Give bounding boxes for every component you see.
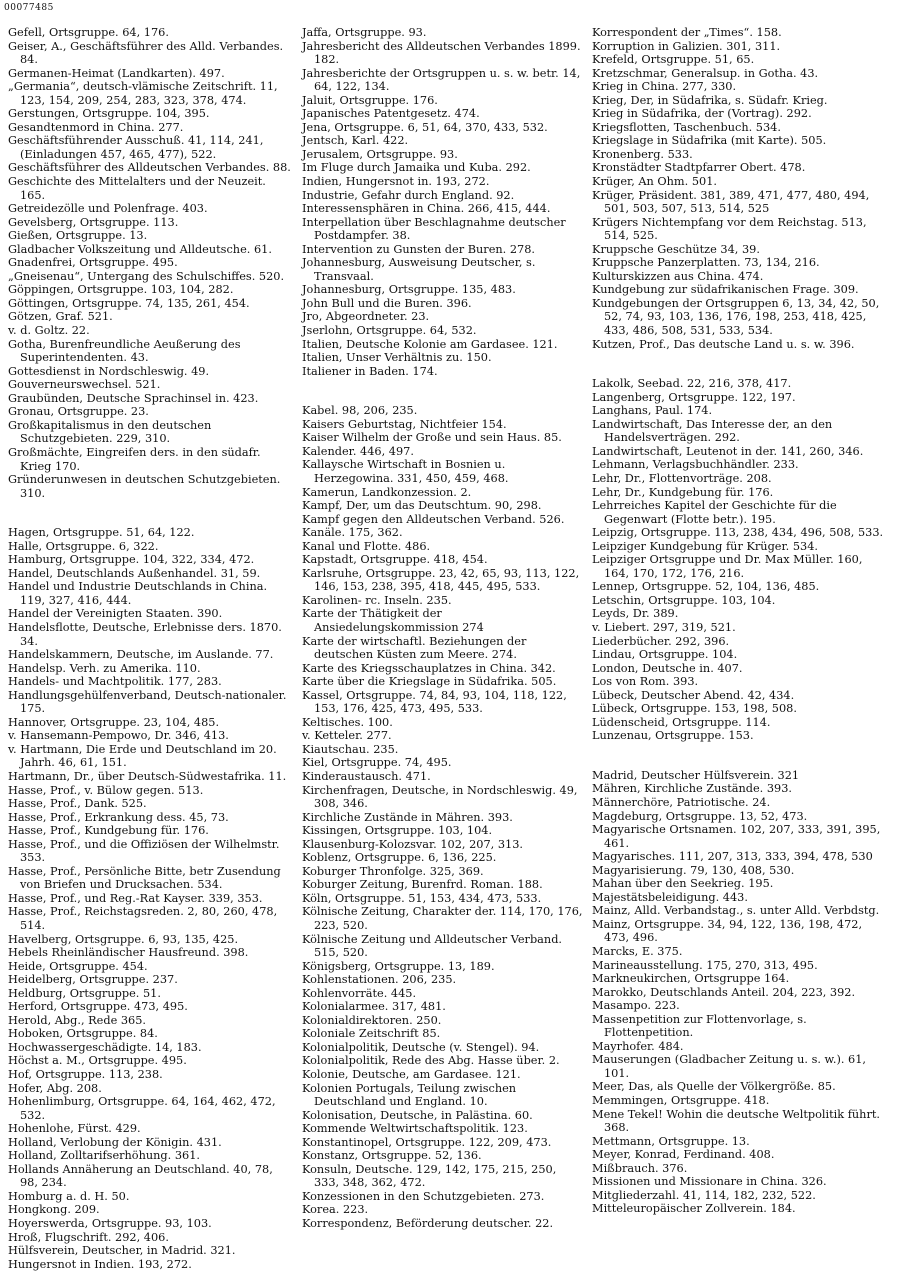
index-entry: „Germania“, deutsch-vlämische Zeitschrift. 11, 123, 154, 209, 254, 283, 323, 378, 474. <box>8 80 278 107</box>
index-entry: Halle, Ortsgruppe. 6, 322. <box>8 539 159 553</box>
index-entry: Handels- und Machtpolitik. 177, 283. <box>8 675 222 689</box>
index-entry: Götzen, Graf. 521. <box>8 310 113 324</box>
index-entry: Hroß, Flugschrift. 292, 406. <box>8 1230 169 1244</box>
index-entry: Los von Rom. 393. <box>592 675 699 689</box>
index-entry: Korruption in Galizien. 301, 311. <box>592 39 781 53</box>
index-entry: Heide, Ortsgruppe. 454. <box>8 959 148 973</box>
index-entry: Masampo. 223. <box>592 999 680 1013</box>
index-entry: Hochwassergeschädigte. 14, 183. <box>8 1040 202 1054</box>
index-entry: Kruppsche Panzerplatten. 73, 134, 216. <box>592 256 820 270</box>
index-entry: Kulturskizzen aus China. 474. <box>592 269 764 283</box>
index-entry: Korrespondent der „Times“. 158. <box>592 26 782 39</box>
index-entry: Mainz, Alld. Verbandstag., s. unter Alld. Verbdstg. <box>592 904 880 918</box>
index-entry: Hasse, Prof., Dank. 525. <box>8 797 147 811</box>
index-entry: Hungersnot in Indien. 193, 272. <box>8 1257 192 1271</box>
index-entry: Industrie, Gefahr durch England. 92. <box>302 188 515 202</box>
index-entry: Mißbrauch. 376. <box>592 1161 688 1175</box>
index-column-2 <box>302 26 584 1231</box>
index-entry: Handelskammern, Deutsche, im Auslande. 77. <box>8 648 274 662</box>
index-entry: Kriegsflotten, Taschenbuch. 534. <box>592 120 781 134</box>
index-column-1 <box>8 26 292 1271</box>
index-entry: Kriegslage in Südafrika (mit Karte). 505. <box>592 134 827 148</box>
index-entry: Kutzen, Prof., Das deutsche Land u. s. w. 396. <box>592 337 855 351</box>
index-entry: Marineausstellung. 175, 270, 313, 495. <box>592 958 818 972</box>
index-entry: Krieg in Südafrika, der (Vortrag). 292. <box>592 107 812 121</box>
index-entry: Hasse, Prof., und die Offiziösen der Wilhelmstr. 353. <box>8 837 280 865</box>
index-entry: Geschichte des Mittelalters und der Neuzeit. 165. <box>8 175 266 202</box>
index-entry: Mettmann, Ortsgruppe. 13. <box>592 1134 750 1148</box>
index-entry: Göttingen, Ortsgruppe. 74, 135, 261, 454. <box>8 296 250 310</box>
index-entry: Lübeck, Deutscher Abend. 42, 434. <box>592 688 795 702</box>
index-entry: Mayrhofer. 484. <box>592 1039 684 1053</box>
index-entry: Havelberg, Ortsgruppe. 6, 93, 135, 425. <box>8 932 239 946</box>
index-entry: Leipziger Ortsgruppe und Dr. Max Müller. 160, 164, 170, 172, 176, 216. <box>592 553 863 580</box>
index-entry: Kirchenfragen, Deutsche, in Nordschleswig. 49, 308, 346. <box>302 783 578 811</box>
index-entry: Markneukirchen, Ortsgruppe 164. <box>592 972 790 986</box>
index-entry: Karlsruhe, Ortsgruppe. 23, 42, 65, 93, 113, 122, 146, 153, 238, 395, 418, 445, 495, 533. <box>302 566 580 594</box>
letter-section-gap <box>302 378 584 404</box>
index-entry: Krieg, Der, in Südafrika, s. Südafr. Krieg. <box>592 93 828 107</box>
index-entry: Kaisers Geburtstag, Nichtfeier 154. <box>302 417 507 431</box>
index-entry: Langhans, Paul. 174. <box>592 404 713 418</box>
index-entry: Massenpetition zur Flottenvorlage, s. Flottenpetition. <box>592 1012 807 1040</box>
index-entry: Majestätsbeleidigung. 443. <box>592 890 748 904</box>
index-entry: Koburger Zeitung, Burenfrd. Roman. 188. <box>302 878 543 892</box>
index-entry: Missionen und Missionare in China. 326. <box>592 1175 827 1189</box>
index-entry: Kohlenstationen. 206, 235. <box>302 973 457 987</box>
index-entry: Hagen, Ortsgruppe. 51, 64, 122. <box>8 526 195 540</box>
index-entry: Jahresbericht des Alldeutschen Verbandes 1899. 182. <box>302 39 581 67</box>
index-entry: Leipziger Kundgebung für Krüger. 534. <box>592 539 818 553</box>
index-entry: Kolonien Portugals, Teilung zwischen Deutschland und England. 10. <box>302 1081 517 1109</box>
index-entry: Konstanz, Ortsgruppe. 52, 136. <box>302 1149 482 1163</box>
index-entry: Kaiser Wilhelm der Große und sein Haus. 85. <box>302 431 562 445</box>
index-entry: Herford, Ortsgruppe. 473, 495. <box>8 1000 188 1014</box>
index-entry: Langenberg, Ortsgruppe. 122, 197. <box>592 390 796 404</box>
index-entry: Lüdenscheid, Ortsgruppe. 114. <box>592 715 771 729</box>
index-entry: Karte über die Kriegslage in Südafrika. 505. <box>302 675 557 689</box>
index-entry: Marcks, E. 375. <box>592 945 683 958</box>
index-entry: Handel der Vereinigten Staaten. 390. <box>8 607 223 621</box>
index-entry: Jaluit, Ortsgruppe. 176. <box>302 93 438 107</box>
index-entry: Hannover, Ortsgruppe. 23, 104, 485. <box>8 715 220 729</box>
index-entry: Krügers Nichtempfang vor dem Reichstag. 513, 514, 525. <box>592 215 867 243</box>
index-entry: Gnadenfrei, Ortsgruppe. 495. <box>8 256 178 270</box>
index-entry: Memmingen, Ortsgruppe. 418. <box>592 1094 770 1108</box>
index-entry: Mitteleuropäischer Zollverein. 184. <box>592 1202 796 1216</box>
index-entry: Koburger Thronfolge. 325, 369. <box>302 864 484 878</box>
index-entry: Lübeck, Ortsgruppe. 153, 198, 508. <box>592 702 797 716</box>
index-entry: Konstantinopel, Ortsgruppe. 122, 209, 473. <box>302 1135 552 1149</box>
letter-section-gap <box>8 500 292 526</box>
index-entry: Gründerunwesen in deutschen Schutzgebieten. 310. <box>8 473 281 500</box>
index-entry: Hoboken, Ortsgruppe. 84. <box>8 1027 158 1041</box>
index-entry: Geschäftsführer des Alldeutschen Verbandes. 88. <box>8 161 291 175</box>
index-entry: Kölnische Zeitung, Charakter der. 114, 170, 176, 223, 520. <box>302 905 583 932</box>
index-entry: Meyer, Konrad, Ferdinand. 408. <box>592 1148 775 1162</box>
index-entry: Kolonialpolitik, Deutsche (v. Stengel). 94. <box>302 1040 540 1054</box>
index-entry: Karte der wirtschaftl. Beziehungen der deutschen Küsten zum Meere. 274. <box>302 634 527 662</box>
index-entry: Magyarisches. 111, 207, 313, 333, 394, 478, 530 <box>592 850 873 864</box>
index-entry: Handel und Industrie Deutschlands in China. 119, 327, 416, 444. <box>8 580 268 607</box>
index-entry: Karte des Kriegsschauplatzes in China. 342. <box>302 661 556 675</box>
index-entry: Leipzig, Ortsgruppe. 113, 238, 434, 496, 508, 533. <box>592 526 884 540</box>
index-entry: Kommende Weltwirtschaftspolitik. 123. <box>302 1122 528 1136</box>
letter-section-gap <box>592 351 884 377</box>
index-entry: Kallaysche Wirtschaft in Bosnien u. Herzegowina. 331, 450, 459, 468. <box>302 458 509 485</box>
index-entry: Kinderaustausch. 471. <box>302 769 431 783</box>
index-entry: Lehr, Dr., Flottenvorträge. 208. <box>592 471 772 485</box>
index-entry: Karte der Thätigkeit der Ansiedelungskommission 274 <box>302 607 484 634</box>
index-entry: Jerusalem, Ortsgruppe. 93. <box>302 147 458 161</box>
index-entry: Kruppsche Geschütze 34, 39. <box>592 242 760 256</box>
index-entry: Mainz, Ortsgruppe. 34, 94, 122, 136, 198, 472, 473, 496. <box>592 917 863 945</box>
index-entry: Hohenlohe, Fürst. 429. <box>8 1122 141 1136</box>
index-entry: Hoyerswerda, Ortsgruppe. 93, 103. <box>8 1217 212 1231</box>
index-entry: Landwirtschaft, Das Interesse der, an den Handelsverträgen. 292. <box>592 417 833 445</box>
index-entry: Kapstadt, Ortsgruppe. 418, 454. <box>302 553 488 567</box>
index-entry: Kundgebung zur südafrikanischen Frage. 309. <box>592 283 859 297</box>
index-entry: Gevelsberg, Ortsgruppe. 113. <box>8 215 179 229</box>
index-entry: Kiel, Ortsgruppe. 74, 495. <box>302 756 452 770</box>
index-entry: Hollands Annäherung an Deutschland. 40, 78, 98, 234. <box>8 1162 273 1190</box>
index-entry: Krieg in China. 277, 330. <box>592 80 737 94</box>
index-entry: Magdeburg, Ortsgruppe. 13, 52, 473. <box>592 809 808 823</box>
index-entry: Jentsch, Karl. 422. <box>302 134 409 148</box>
index-entry: Hasse, Prof., Reichstagsreden. 2, 80, 260, 478, 514. <box>8 905 278 932</box>
index-entry: Heldburg, Ortsgruppe. 51. <box>8 986 161 1000</box>
index-entry: Mähren, Kirchliche Zustände. 393. <box>592 782 793 796</box>
index-entry: Lakolk, Seebad. 22, 216, 378, 417. <box>592 377 792 391</box>
index-entry: Kolonialpolitik, Rede des Abg. Hasse über. 2. <box>302 1054 560 1068</box>
index-entry: Kolonisation, Deutsche, in Palästina. 60. <box>302 1108 533 1122</box>
index-entry: Hasse, Prof., Erkrankung dess. 45, 73. <box>8 810 229 824</box>
index-entry: Karolinen- rc. Inseln. 235. <box>302 593 452 607</box>
index-entry: Marokko, Deutschlands Anteil. 204, 223, 392. <box>592 985 856 999</box>
index-entry: Koblenz, Ortsgruppe. 6, 136, 225. <box>302 851 497 865</box>
index-entry: Italiener in Baden. 174. <box>302 364 438 378</box>
index-entry: Höchst a. M., Ortsgruppe. 495. <box>8 1054 187 1068</box>
index-entry: Lindau, Ortsgruppe. 104. <box>592 648 738 662</box>
index-entry: Handlungsgehülfenverband, Deutsch-nationaler. 175. <box>8 688 287 716</box>
index-entry: Jro, Abgeordneter. 23. <box>302 310 430 324</box>
index-entry: Graubünden, Deutsche Sprachinsel in. 423. <box>8 391 259 405</box>
index-entry: Kamerun, Landkonzession. 2. <box>302 485 472 499</box>
index-entry: Kolonie, Deutsche, am Gardasee. 121. <box>302 1068 521 1082</box>
index-entry: Italien, Unser Verhältnis zu. 150. <box>302 351 492 365</box>
index-entry: Meer, Das, als Quelle der Völkergröße. 85. <box>592 1080 836 1094</box>
index-entry: Köln, Ortsgruppe. 51, 153, 434, 473, 533. <box>302 891 542 905</box>
index-entry: Kanal und Flotte. 486. <box>302 539 431 553</box>
index-entry: Herold, Abg., Rede 365. <box>8 1013 147 1027</box>
index-entry: Lehrreiches Kapitel der Geschichte für die Gegenwart (Flotte betr.). 195. <box>592 499 837 526</box>
index-entry: Großmächte, Eingreifen ders. in den südafr. Krieg 170. <box>8 445 261 473</box>
index-entry: Handelsp. Verh. zu Amerika. 110. <box>8 661 201 675</box>
index-entry: Kundgebungen der Ortsgruppen 6, 13, 34, 42, 50, 52, 74, 93, 103, 136, 176, 198, 253, 418, 425, 433, 486, 508, 531, 533, 534. <box>592 296 880 338</box>
index-entry: Geiser, A., Geschäftsführer des Alld. Verbandes. 84. <box>8 39 284 67</box>
index-entry: Hülfsverein, Deutscher, in Madrid. 321. <box>8 1244 236 1258</box>
index-entry: Letschin, Ortsgruppe. 103, 104. <box>592 593 776 607</box>
index-entry: v. Ketteler. 277. <box>302 729 392 743</box>
index-entry: Johannesburg, Ortsgruppe. 135, 483. <box>302 283 516 297</box>
index-entry: Hebels Rheinländischer Hausfreund. 398. <box>8 946 249 960</box>
index-entry: Holland, Zolltarifserhöhung. 361. <box>8 1149 201 1163</box>
index-entry: Gotha, Burenfreundliche Aeußerung des Superintendenten. 43. <box>8 337 241 365</box>
index-entry: Kabel. 98, 206, 235. <box>302 404 418 418</box>
index-entry: Gladbacher Volkszeitung und Alldeutsche. 61. <box>8 242 272 256</box>
index-entry: Mauserungen (Gladbacher Zeitung u. s. w.). 61, 101. <box>592 1053 867 1080</box>
index-entry: Hasse, Prof., Persönliche Bitte, betr Zusendung von Briefen und Drucksachen. 534. <box>8 864 281 892</box>
index-entry: Koloniale Zeitschrift 85. <box>302 1027 441 1041</box>
index-entry: Jahresberichte der Ortsgruppen u. s. w. betr. 14, 64, 122, 134. <box>302 66 581 94</box>
index-entry: John Bull und die Buren. 396. <box>302 296 472 310</box>
index-entry: Lunzenau, Ortsgruppe. 153. <box>592 729 754 743</box>
index-entry: Krüger, Präsident. 381, 389, 471, 477, 480, 494, 501, 503, 507, 513, 514, 525 <box>592 188 870 216</box>
index-entry: Hongkong. 209. <box>8 1203 100 1217</box>
index-entry: Männerchöre, Patriotische. 24. <box>592 795 771 809</box>
index-entry: Intervention zu Gunsten der Buren. 278. <box>302 242 535 256</box>
index-entry: Kiautschau. 235. <box>302 742 399 756</box>
index-entry: Keltisches. 100. <box>302 715 393 729</box>
index-entry: Lennep, Ortsgruppe. 52, 104, 136, 485. <box>592 580 820 594</box>
index-entry: Heidelberg, Ortsgruppe. 237. <box>8 973 178 987</box>
index-entry: Getreidezölle und Polenfrage. 403. <box>8 202 208 216</box>
index-entry: London, Deutsche in. 407. <box>592 661 743 675</box>
index-entry: Gottesdienst in Nordschleswig. 49. <box>8 364 210 378</box>
letter-section-gap <box>592 743 884 769</box>
index-entry: Hofer, Abg. 208. <box>8 1081 102 1095</box>
index-entry: Hartmann, Dr., über Deutsch-Südwestafrika. 11. <box>8 769 287 783</box>
index-entry: Klausenburg-Kolozsvar. 102, 207, 313. <box>302 837 523 851</box>
index-entry: Mahan über den Seekrieg. 195. <box>592 877 774 891</box>
index-entry: Kolonialdirektoren. 250. <box>302 1013 442 1027</box>
index-entry: v. Hansemann-Pempowo, Dr. 346, 413. <box>8 729 229 743</box>
index-entry: v. Liebert. 297, 319, 521. <box>592 620 736 634</box>
index-entry: Hasse, Prof., v. Bülow gegen. 513. <box>8 783 204 797</box>
index-entry: Kanäle. 175, 362. <box>302 526 403 540</box>
index-entry: Homburg a. d. H. 50. <box>8 1189 130 1203</box>
index-entry: Konzessionen in den Schutzgebieten. 273. <box>302 1189 545 1203</box>
index-entry: Johannesburg, Ausweisung Deutscher, s. Transvaal. <box>302 256 536 283</box>
index-entry: Landwirtschaft, Leutenot in der. 141, 260, 346. <box>592 444 864 458</box>
index-entry: „Gneisenau“, Untergang des Schulschiffes. 520. <box>8 269 285 283</box>
index-entry: v. d. Goltz. 22. <box>8 324 90 338</box>
index-entry: Indien, Hungersnot in. 193, 272. <box>302 175 490 189</box>
index-entry: Kassel, Ortsgruppe. 74, 84, 93, 104, 118, 122, 153, 176, 425, 473, 495, 533. <box>302 688 567 716</box>
index-entry: Kirchliche Zustände in Mähren. 393. <box>302 810 513 824</box>
index-entry: Liederbücher. 292, 396. <box>592 634 730 648</box>
index-entry: Hof, Ortsgruppe. 113, 238. <box>8 1068 163 1082</box>
index-entry: Kronstädter Stadtpfarrer Obert. 478. <box>592 161 806 175</box>
index-entry: Lehmann, Verlagsbuchhändler. 233. <box>592 458 799 472</box>
index-entry: Großkapitalismus in den deutschen Schutzgebieten. 229, 310. <box>8 418 212 446</box>
index-entry: Interessensphären in China. 266, 415, 444. <box>302 202 551 216</box>
index-entry: Krüger, An Ohm. 501. <box>592 175 717 189</box>
index-entry: Jserlohn, Ortsgruppe. 64, 532. <box>302 324 477 338</box>
index-entry: Holland, Verlobung der Königin. 431. <box>8 1135 222 1149</box>
index-entry: v. Hartmann, Die Erde und Deutschland im 20. Jahrh. 46, 61, 151. <box>8 742 277 770</box>
index-entry: Gronau, Ortsgruppe. 23. <box>8 405 149 419</box>
index-entry: Kampf gegen den Alldeutschen Verband. 526. <box>302 512 565 526</box>
index-entry: Kohlenvorräte. 445. <box>302 986 417 1000</box>
index-entry: Korea. 223. <box>302 1203 369 1217</box>
index-entry: Hasse, Prof., und Reg.-Rat Kayser. 339, 353. <box>8 891 263 905</box>
index-entry: Königsberg, Ortsgruppe. 13, 189. <box>302 959 495 973</box>
index-entry: Magyarisierung. 79, 130, 408, 530. <box>592 863 795 877</box>
index-column-3 <box>592 26 884 1216</box>
index-entry: Madrid, Deutscher Hülfsverein. 321 <box>592 768 800 782</box>
index-entry: Jena, Ortsgruppe. 6, 51, 64, 370, 433, 532. <box>302 120 548 134</box>
index-entry: Gerstungen, Ortsgruppe. 104, 395. <box>8 107 210 121</box>
index-entry: Kronenberg. 533. <box>592 147 693 161</box>
index-entry: Hohenlimburg, Ortsgruppe. 64, 164, 462, 472, 532. <box>8 1095 276 1122</box>
index-entry: Krefeld, Ortsgruppe. 51, 65. <box>592 53 755 67</box>
index-entry: Hamburg, Ortsgruppe. 104, 322, 334, 472. <box>8 553 255 567</box>
index-entry: Kolonialarmee. 317, 481. <box>302 1000 446 1014</box>
index-entry: Jaffa, Ortsgruppe. 93. <box>302 26 427 39</box>
index-entry: Mene Tekel! Wohin die deutsche Weltpolitik führt. 368. <box>592 1107 880 1135</box>
index-entry: Göppingen, Ortsgruppe. 103, 104, 282. <box>8 283 234 297</box>
index-entry: Gefell, Ortsgruppe. 64, 176. <box>8 26 169 39</box>
index-entry: Gesandtenmord in China. 277. <box>8 120 184 134</box>
index-entry: Konsuln, Deutsche. 129, 142, 175, 215, 250, 333, 348, 362, 472. <box>302 1162 557 1190</box>
index-entry: Hasse, Prof., Kundgebung für. 176. <box>8 824 209 838</box>
index-entry: Gießen, Ortsgruppe. 13. <box>8 229 148 243</box>
index-entry: Interpellation über Beschlagnahme deutscher Postdampfer. 38. <box>302 215 566 243</box>
index-entry: Lehr, Dr., Kundgebung für. 176. <box>592 485 774 499</box>
index-entry: Gouverneurswechsel. 521. <box>8 378 161 392</box>
index-entry: Italien, Deutsche Kolonie am Gardasee. 121. <box>302 337 558 351</box>
index-entry: Mitgliederzahl. 41, 114, 182, 232, 522. <box>592 1188 816 1202</box>
page-id: 00077485 <box>4 3 54 13</box>
index-entry: Kölnische Zeitung und Alldeutscher Verband. 515, 520. <box>302 932 563 960</box>
index-entry: Japanisches Patentgesetz. 474. <box>302 107 480 121</box>
index-entry: Handelsflotte, Deutsche, Erlebnisse ders. 1870. 34. <box>8 620 282 648</box>
index-entry: Magyarische Ortsnamen. 102, 207, 333, 391, 395, 461. <box>592 823 881 850</box>
index-entry: Kalender. 446, 497. <box>302 444 414 458</box>
index-entry: Geschäftsführender Ausschuß. 41, 114, 241, (Einladungen 457, 465, 477), 522. <box>8 134 264 161</box>
index-entry: Leyds, Dr. 389. <box>592 607 679 621</box>
index-entry: Handel, Deutschlands Außenhandel. 31, 59. <box>8 566 261 580</box>
index-entry: Im Fluge durch Jamaika und Kuba. 292. <box>302 161 531 175</box>
index-entry: Germanen-Heimat (Landkarten). 497. <box>8 66 225 80</box>
index-entry: Korrespondenz, Beförderung deutscher. 22. <box>302 1217 554 1231</box>
index-entry: Kretzschmar, Generalsup. in Gotha. 43. <box>592 66 819 80</box>
index-entry: Kissingen, Ortsgruppe. 103, 104. <box>302 824 493 838</box>
index-entry: Kampf, Der, um das Deutschtum. 90, 298. <box>302 499 542 513</box>
